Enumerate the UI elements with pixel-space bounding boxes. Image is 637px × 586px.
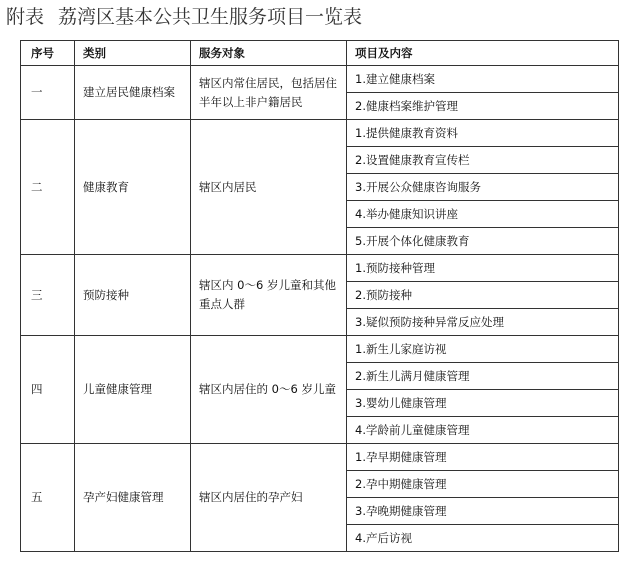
group-target: 辖区内常住居民，包括居住半年以上非户籍居民 [191,66,347,120]
item-cell: 1.提供健康教育资料 [347,120,619,147]
table-row [21,336,619,363]
item-cell: 5.开展个体化健康教育 [347,228,619,255]
group-category: 孕产妇健康管理 [75,444,191,552]
page-title [6,4,362,30]
item-cell: 1.建立健康档案 [347,66,619,93]
group-target: 辖区内居民 [191,120,347,255]
title-lead: 附表 [6,6,45,28]
group-no: 四 [21,336,75,444]
item-cell: 3.开展公众健康咨询服务 [347,174,619,201]
header-category: 类别 [75,41,191,66]
table-row [21,66,619,93]
table-row [21,120,619,147]
group-target: 辖区内居住的孕产妇 [191,444,347,552]
table-row [21,255,619,282]
item-cell: 2.预防接种 [347,282,619,309]
item-cell: 1.新生儿家庭访视 [347,336,619,363]
group-category: 预防接种 [75,255,191,336]
title-main: 荔湾区基本公共卫生服务项目一览表 [58,6,363,28]
item-cell: 1.孕早期健康管理 [347,444,619,471]
group-no: 二 [21,120,75,255]
item-cell: 3.婴幼儿健康管理 [347,390,619,417]
item-cell: 2.设置健康教育宣传栏 [347,147,619,174]
item-cell: 1.预防接种管理 [347,255,619,282]
item-cell: 2.孕中期健康管理 [347,471,619,498]
item-cell: 4.产后访视 [347,525,619,552]
item-cell: 4.举办健康知识讲座 [347,201,619,228]
item-cell: 4.学龄前儿童健康管理 [347,417,619,444]
group-category: 建立居民健康档案 [75,66,191,120]
header-items: 项目及内容 [347,41,619,66]
item-cell: 2.健康档案维护管理 [347,93,619,120]
table-header-row [21,41,619,66]
group-target: 辖区内 0～6 岁儿童和其他重点人群 [191,255,347,336]
service-items-table [20,40,619,552]
group-target: 辖区内居住的 0～6 岁儿童 [191,336,347,444]
header-no: 序号 [21,41,75,66]
table-row [21,444,619,471]
group-category: 健康教育 [75,120,191,255]
item-cell: 3.疑似预防接种异常反应处理 [347,309,619,336]
group-no: 一 [21,66,75,120]
group-no: 三 [21,255,75,336]
header-target: 服务对象 [191,41,347,66]
item-cell: 2.新生儿满月健康管理 [347,363,619,390]
group-no: 五 [21,444,75,552]
group-category: 儿童健康管理 [75,336,191,444]
table-body [21,66,619,552]
item-cell: 3.孕晚期健康管理 [347,498,619,525]
